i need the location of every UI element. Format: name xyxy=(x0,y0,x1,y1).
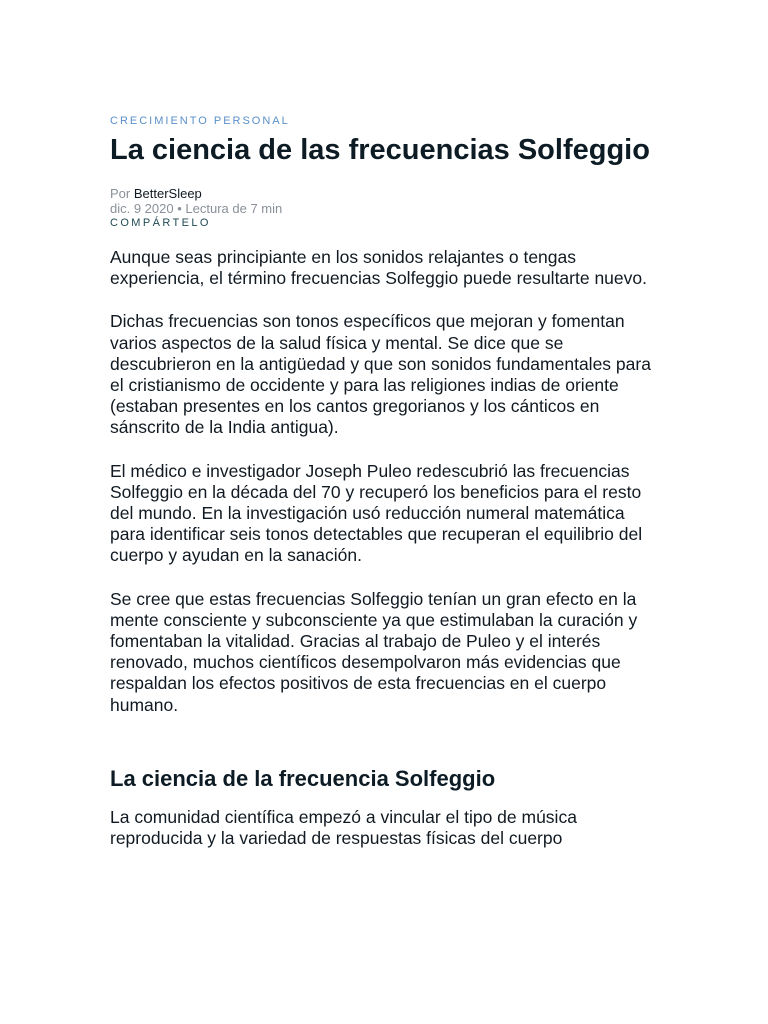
article xyxy=(110,115,658,871)
article-meta xyxy=(110,201,658,216)
category-label[interactable]: CRECIMIENTO PERSONAL xyxy=(110,115,290,127)
article-body xyxy=(110,247,658,849)
byline xyxy=(110,186,658,201)
paragraph: Dichas frecuencias son tonos específicos que mejoran y fomentan varios aspectos de la salud física y mental. Se dice que se descubrieron en la antigüedad y que son sonidos fundamentales para el cristianismo de occidente y para las religiones indias de oriente (estaban presentes en los cantos gregorianos y los cánticos en sánscrito de la India antigua). xyxy=(110,311,651,438)
reading-time: Lectura de 7 min xyxy=(185,201,283,216)
meta-separator: • xyxy=(177,201,182,216)
byline-prefix: Por xyxy=(110,186,131,201)
paragraph: Aunque seas principiante en los sonidos relajantes o tengas experiencia, el término frecuencias Solfeggio puede resultarte nuevo. xyxy=(110,247,647,289)
author-link[interactable]: BetterSleep xyxy=(133,186,202,201)
section-heading: La ciencia de la frecuencia Solfeggio xyxy=(110,765,496,791)
publish-date: dic. 9 2020 xyxy=(110,201,174,216)
paragraph: La comunidad científica empezó a vincular el tipo de música reproducida y la variedad de respuestas físicas del cuerpo xyxy=(110,806,577,849)
article-title: La ciencia de las frecuencias Solfeggio xyxy=(110,134,650,166)
paragraph: El médico e investigador Joseph Puleo redescubrió las frecuencias Solfeggio en la década del 70 y recuperó los beneficios para el resto del mundo. En la investigación usó reducción numeral matemática para identificar seis tonos detectables que recuperan el equilibrio del cuerpo y ayudan en la sanación. xyxy=(110,460,643,566)
share-button[interactable]: COMPÁRTELO xyxy=(110,217,211,229)
paragraph: Se cree que estas frecuencias Solfeggio tenían un gran efecto en la mente consciente y subconsciente ya que estimulaban la curación y fomentaban la vitalidad. Gracias al trabajo de Puleo y el interés renovado, muchos científicos desempolvaron más evidencias que respaldan los efectos positivos de esta frecuencias en el cuerpo humano. xyxy=(110,588,638,715)
